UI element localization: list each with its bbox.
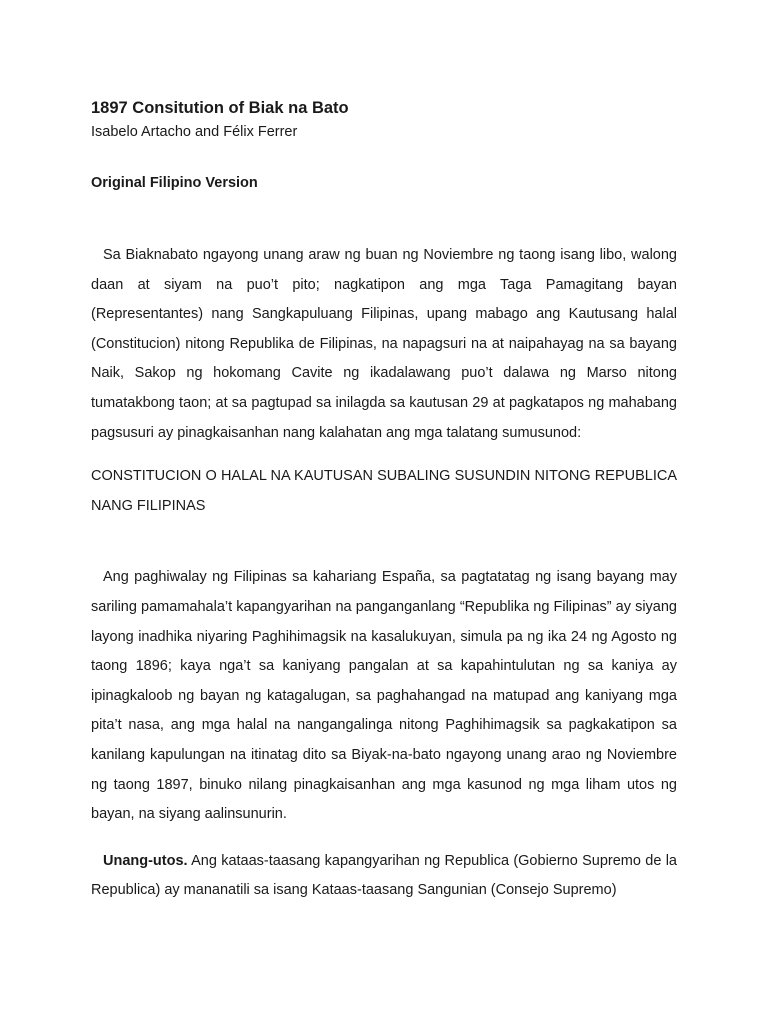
intro-paragraph: Sa Biaknabato ngayong unang araw ng buan ng Noviembre ng taong isang libo, walong daan at siyam na puo’t pito; nagkatipon ang mga Taga Pamagitang bayan (Representantes) nang Sangkapuluang Filipinas, upang mabago ang Kautusang halal (Constitucion) nitong Republika de Filipinas, na napagsuri na at naipahayag na sa bayang Naik, Sakop ng hokomang Cavite ng ikadalawang puo’t dalawa ng Marso nitong tumatakbong taon; at sa pagtupad sa inilagda sa kautusan 29 at pagkatapos ng mahabang pagsusuri ay pinagkaisanhan nang kalahatan ang mga talatang sumusunod: xyxy=(91,247,677,441)
article-1-body: Ang kataas-taasang kapangyarihan ng Republica (Gobierno Supremo de la Republica) ay mananatili sa isang Kataas-taasang Sangunian (Consejo Supremo) xyxy=(91,852,677,899)
document-page xyxy=(91,96,677,906)
article-1-lead: Unang-utos. xyxy=(103,852,188,869)
section-heading: Original Filipino Version xyxy=(91,175,258,191)
preamble-paragraph: Ang paghiwalay ng Filipinas sa kahariang España, sa pagtatatag ng isang bayang may sariling pamamahala’t kapangyarihan na panganganlang “Republika ng Filipinas” ay siyang layong inadhika niyaring Paghihimagsik na kasalukuyan, simula pa ng ika 24 ng Agosto ng taong 1896; kaya nga’t sa kaniyang pangalan at sa kapahintulutan ng sa kaniya ay ipinagkaloob ng bayan ng katagalugan, sa paghahangad na matupad ang kaniyang mga pita’t nasa, ang mga halal na nangangalinga nitong Paghihimagsik sa pagkakatipon sa kanilang kapulungan na itinatag dito sa Biyak-na-bato ngayong unang arao ng Noviembre ng taong 1897, binuko nilang pinagkaisanhan ang mga kasunod ng mga liham utos ng bayan, na siyang aalinsunurin. xyxy=(91,569,677,823)
document-authors: Isabelo Artacho and Félix Ferrer xyxy=(91,124,298,140)
document-title: 1897 Consitution of Biak na Bato xyxy=(91,99,349,117)
article-1-paragraph xyxy=(91,847,677,906)
constitution-title-paragraph: CONSTITUCION O HALAL NA KAUTUSAN SUBALING SUSUNDIN NITONG REPUBLICA NANG FILIPINAS xyxy=(91,468,677,514)
